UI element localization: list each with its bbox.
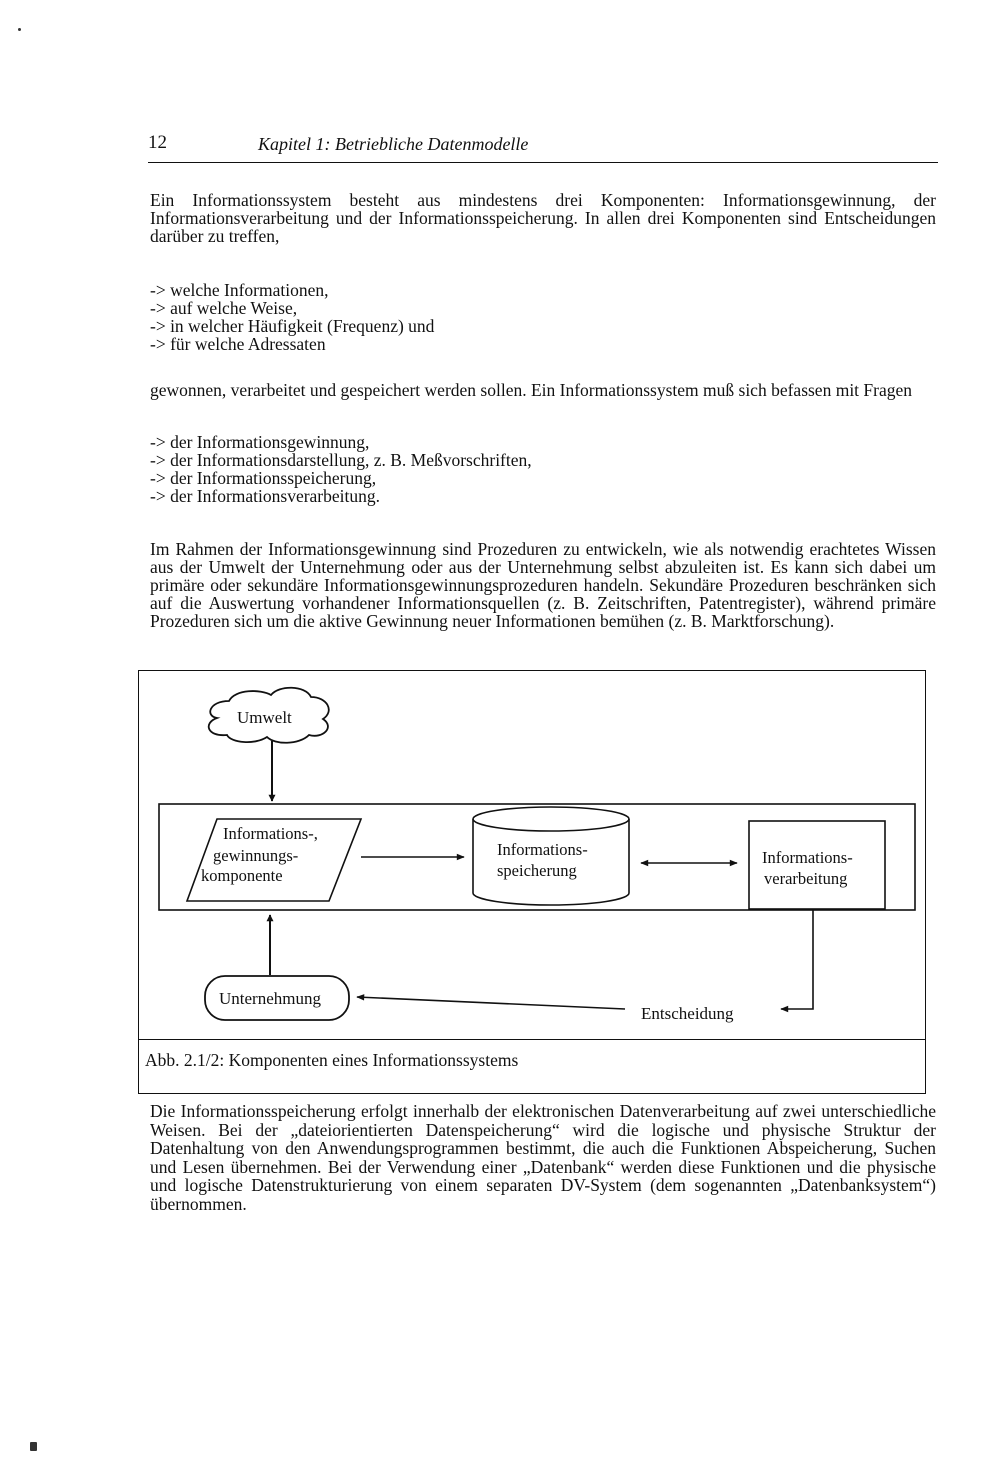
list-item: -> in welcher Häufigkeit (Frequenz) und [150, 316, 435, 336]
arrow-processing-to-decision [781, 909, 813, 1009]
acquisition-label-2: gewinnungs- [213, 846, 299, 865]
list-item: -> der Informationsdarstellung, z. B. Meßvorschriften, [150, 450, 532, 470]
paragraph-middle: gewonnen, verarbeitet und gespeichert werden sollen. Ein Informationssystem muß sich befassen mit Fragen [150, 380, 913, 400]
paragraph-procedures: Im Rahmen der Informationsgewinnung sind Prozeduren zu entwickeln, wie als notwendig erachtetes Wissen aus der Umwelt der Unternehmung oder aus der Unternehmung selbst abzuleiten ist. Es kann sich dabei um primäre oder sekundäre Informationsgewinnungsprozeduren handeln. Sekundäre Prozeduren beschränken sich auf die Auswertung vorhandener Informationsquellen (z. B. Zeitschriften, Patentregister), während primäre Prozeduren sich um die aktive Gewinnung neuer Informationen bemühen (z. B. Marktforschung). [150, 539, 936, 631]
list-item: -> welche Informationen, [150, 280, 329, 300]
list-what [150, 281, 434, 353]
processing-label-2: verarbeitung [764, 869, 848, 888]
scan-speck [18, 28, 21, 31]
storage-component [473, 807, 629, 905]
acquisition-component [187, 819, 361, 901]
figure-caption-row [139, 1039, 925, 1093]
list-item: -> auf welche Weise, [150, 298, 298, 318]
processing-component [749, 821, 885, 909]
list-questions [150, 433, 532, 505]
acquisition-label-1: Informations-, [223, 824, 318, 843]
figure-caption: Abb. 2.1/2: Komponenten eines Informationssystems [145, 1050, 519, 1070]
figure-frame [138, 670, 926, 1094]
list-item: -> der Informationsverarbeitung. [150, 486, 380, 506]
page-header [148, 132, 938, 163]
page-number: 12 [148, 132, 167, 153]
storage-label-1: Informations- [497, 840, 588, 859]
processing-label-1: Informations- [762, 848, 853, 867]
decision-label: Entscheidung [641, 1004, 734, 1023]
diagram [139, 671, 927, 1041]
enterprise-component [205, 976, 349, 1020]
enterprise-label: Unternehmung [219, 989, 321, 1008]
acquisition-label-3: komponente [201, 866, 283, 885]
list-item: -> für welche Adressaten [150, 334, 326, 354]
list-item: -> der Informationsgewinnung, [150, 432, 370, 452]
arrow-decision-to-enterprise [357, 997, 625, 1009]
environment-label: Umwelt [237, 708, 292, 727]
scan-mark [30, 1442, 37, 1451]
environment-cloud [209, 688, 329, 743]
paragraph-intro: Ein Informationssystem besteht aus mindestens drei Komponenten: Informationsgewinnung, der Informationsverarbeitung und der Informationsspeicherung. In allen drei Komponenten sind Entscheidungen darüber zu treffen, [150, 190, 936, 246]
paragraph-storage: Die Informationsspeicherung erfolgt innerhalb der elektronischen Datenverarbeitung auf zwei unterschiedliche Weisen. Bei der „dateiorientierten Datenspeicherung“ wird die logische und physische Struktur der Datenhaltung von den Anwendungsprogrammen bestimmt, die auch die Funktionen Abspeicherung, Suchen und Lesen übernehmen. Bei der Verwendung einer „Datenbank“ werden diese Funktionen und die physische und logische Datenstrukturierung von einem separaten DV-System (dem sogenannten „Datenbanksystem“) übernommen. [150, 1101, 936, 1214]
chapter-title: Kapitel 1: Betriebliche Datenmodelle [258, 134, 529, 154]
list-item: -> der Informationsspeicherung, [150, 468, 377, 488]
storage-label-2: speicherung [497, 861, 577, 880]
